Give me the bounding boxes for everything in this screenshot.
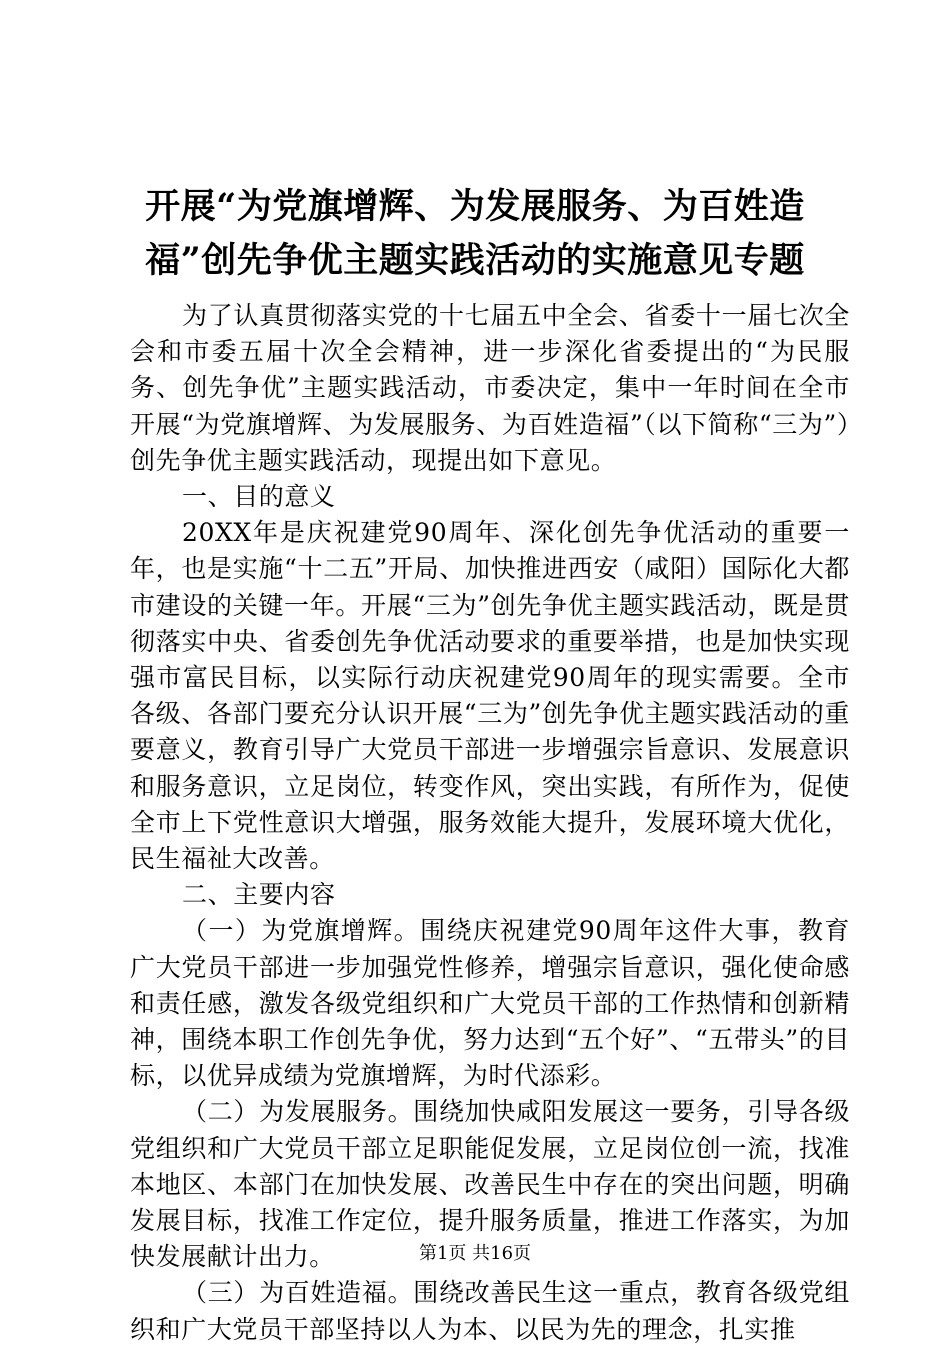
content-paragraph-2: （二）为发展服务。围绕加快咸阳发展这一要务，引导各级党组织和广大党员干部立足职能促发展，立足岗位创一流，找准本地区、本部门在加快发展、改善民生中存在的突出问题，明确发展目标，找准工作定位，提升服务质量，推进工作落实，为加快发展献计出力。 [130,1097,850,1272]
purpose-paragraph: 20XX年是庆祝建党90周年、深化创先争优活动的重要一年，也是实施“十二五”开局、加快推进西安（咸阳）国际化大都市建设的关键一年。开展“三为”创先争优主题实践活动，既是贯彻落实中央、省委创先争优活动要求的重要举措，也是加快实现强市富民目标，以实际行动庆祝建党90周年的现实需要。全市各级、各部门要充分认识开展“三为”创先争优主题实践活动的重要意义，教育引导广大党员干部进一步增强宗旨意识、发展意识和服务意识，立足岗位，转变作风，突出实践，有所作为，促使全市上下党性意识大增强，服务效能大提升，发展环境大优化，民生福祉大改善。 [130,518,850,874]
page-footer: 第1页 共16页 [418,1243,532,1264]
title-line-1: 开展“为党旗增辉、为发展服务、为百姓造 [145,186,805,227]
content-paragraph-3: （三）为百姓造福。围绕改善民生这一重点，教育各级党组织和广大党员干部坚持以人为本、以民为先的理念，扎实推 [130,1278,850,1344]
content-paragraph-1: （一）为党旗增辉。围绕庆祝建党90周年这件大事，教育广大党员干部进一步加强党性修养，增强宗旨意识，强化使命感和责任感，激发各级党组织和广大党员干部的工作热情和创新精神，围绕本职工作创先争优，努力达到“五个好”、“五带头”的目标，以优异成绩为党旗增辉，为时代添彩。 [130,916,850,1091]
section-heading-purpose: 一、目的意义 [182,482,336,512]
section-heading-content: 二、主要内容 [182,880,336,910]
title-line-2: 福”创先争优主题实践活动的实施意见专题 [145,240,805,281]
document-body [130,298,850,1348]
document-title [100,180,850,288]
intro-paragraph: 为了认真贯彻落实党的十七届五中全会、省委十一届七次全会和市委五届十次全会精神，进一步深化省委提出的“为民服务、创先争优”主题实践活动，市委决定，集中一年时间在全市开展“为党旗增辉、为发展服务、为百姓造福”（以下简称“三为”）创先争优主题实践活动，现提出如下意见。 [130,301,850,475]
